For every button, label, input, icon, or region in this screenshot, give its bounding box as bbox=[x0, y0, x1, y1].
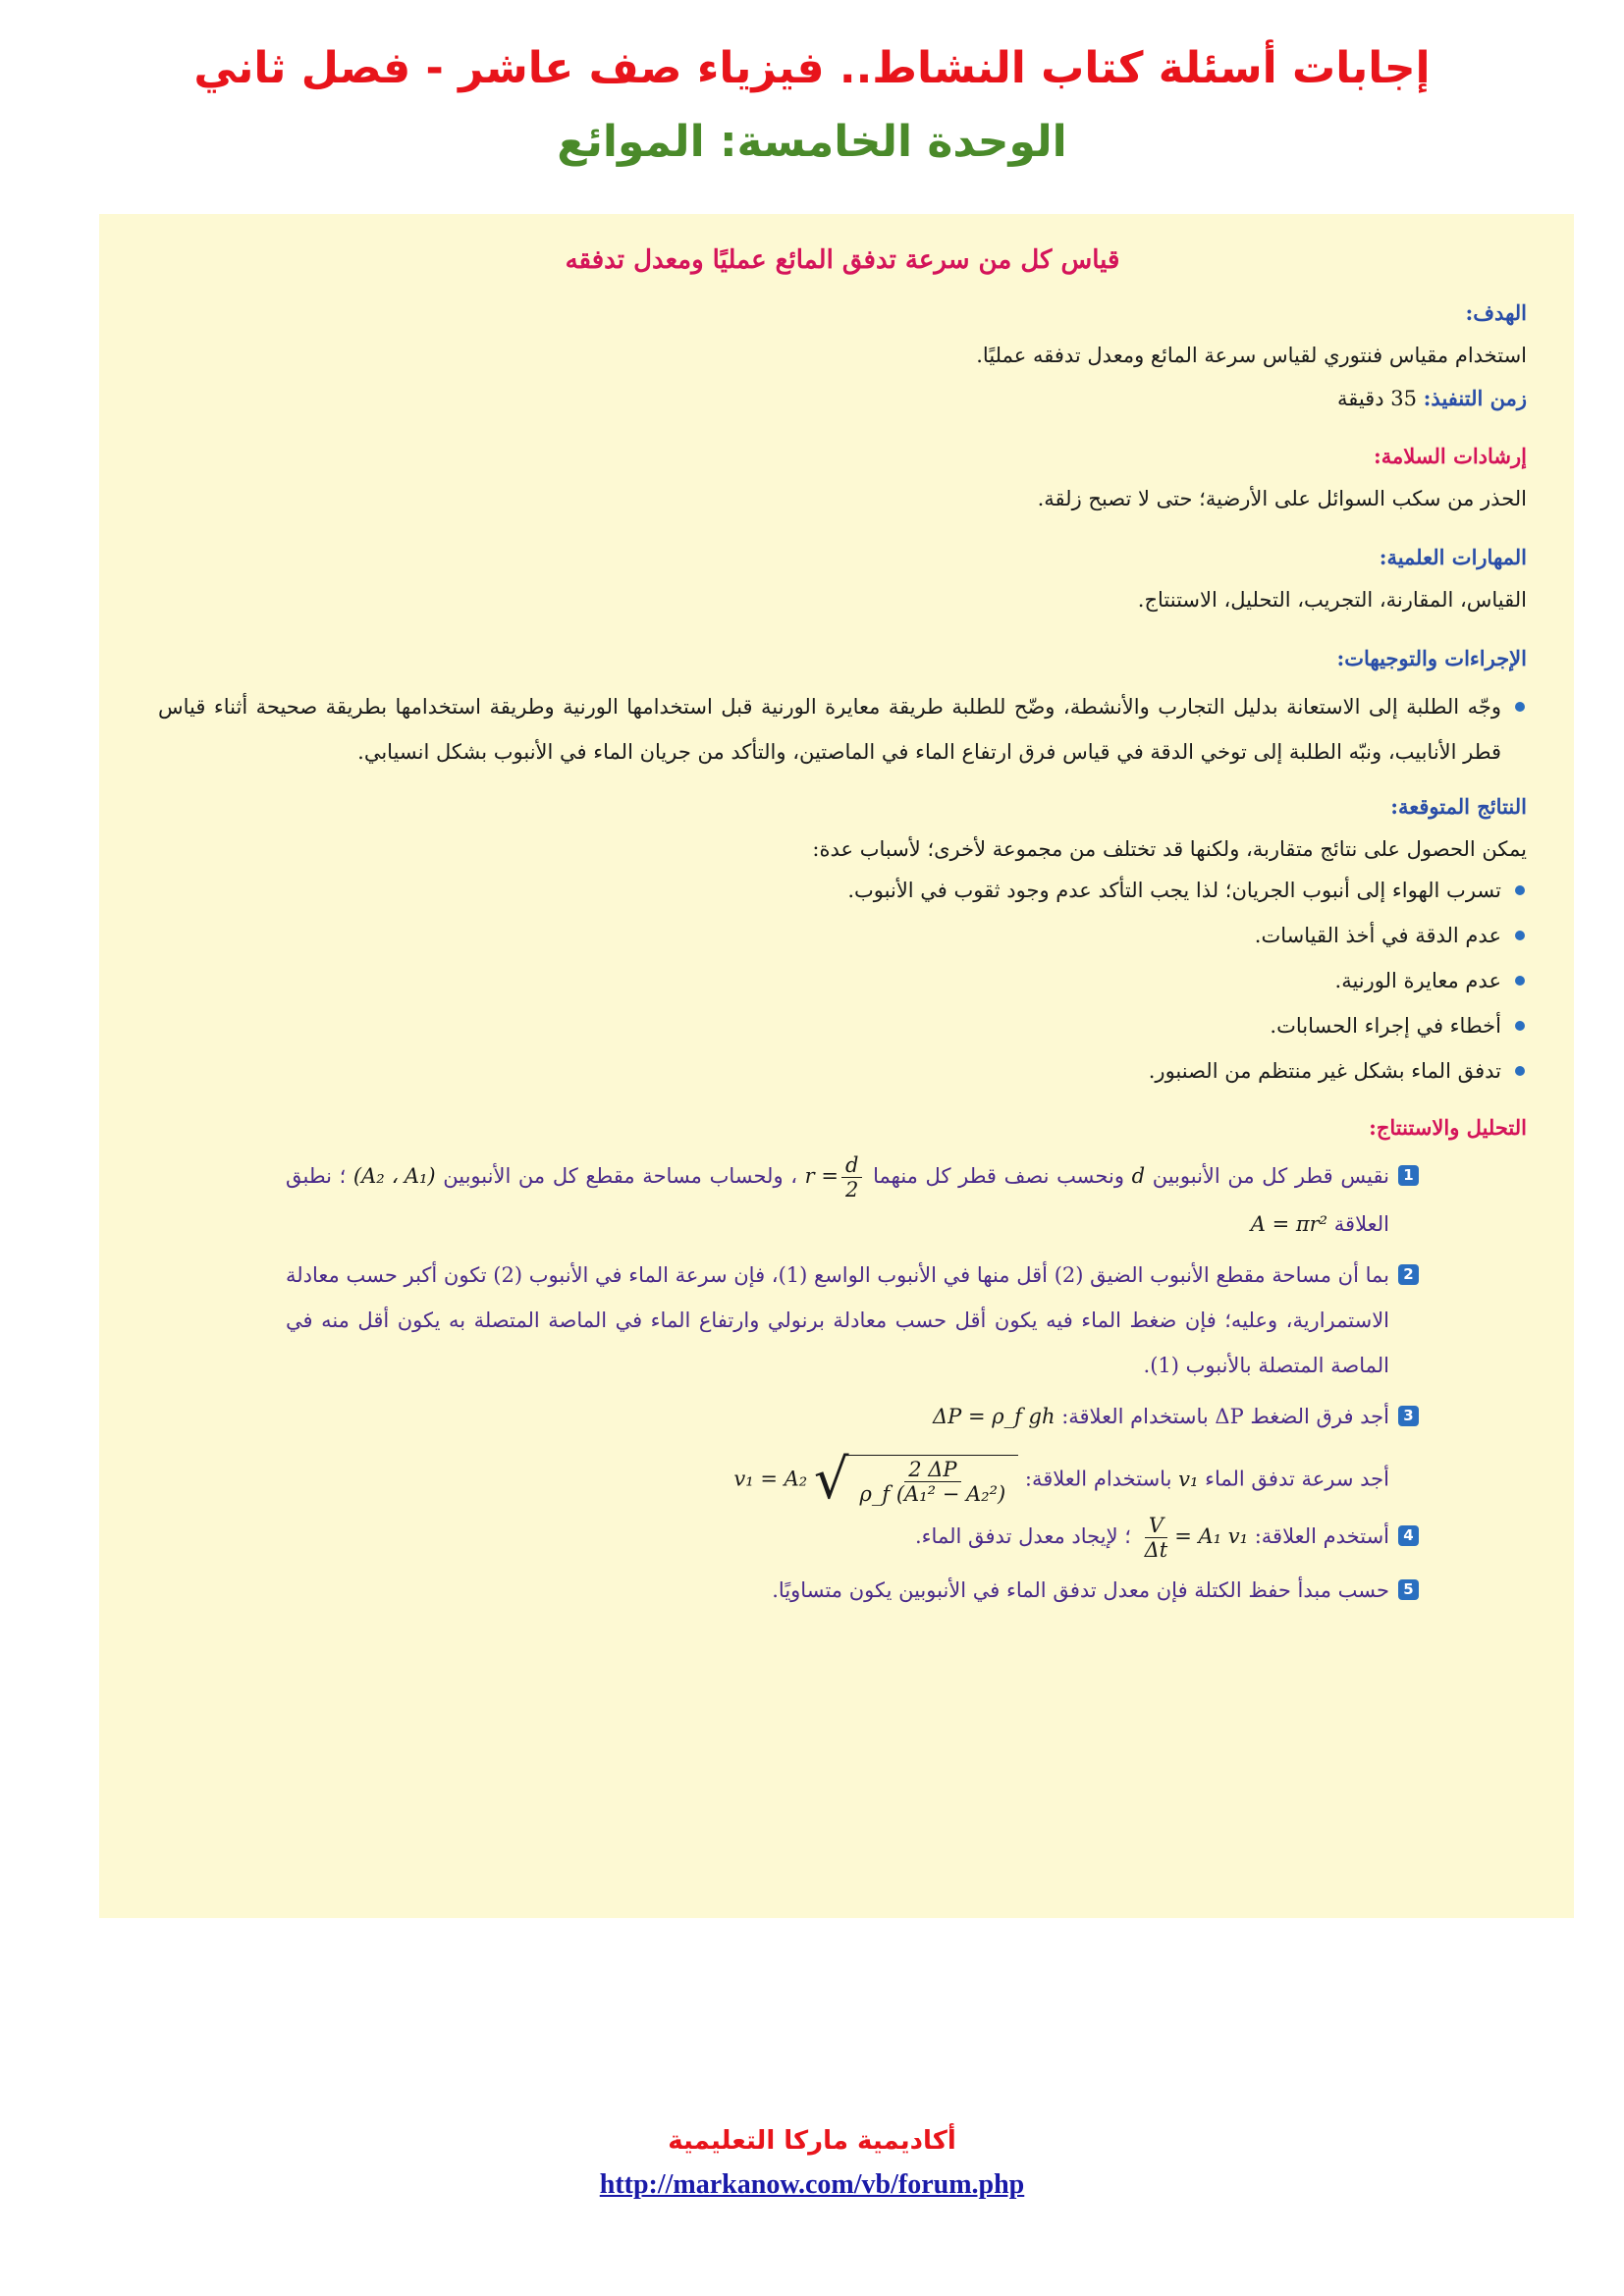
skills-heading: المهارات العلمية: bbox=[1379, 545, 1527, 569]
step-text: ، ولحساب مساحة مقطع كل من الأنبوبين bbox=[443, 1164, 798, 1188]
fraction bbox=[856, 1458, 1010, 1506]
velocity-line bbox=[286, 1448, 1389, 1512]
pressure-formula: ΔP = ρ_f gh bbox=[932, 1405, 1056, 1428]
numerator: d bbox=[841, 1153, 862, 1178]
step-number: 1 bbox=[1398, 1165, 1419, 1186]
goal-heading: الهدف: bbox=[1465, 300, 1527, 325]
step-text: نقيس قطر كل من الأنبوبين bbox=[1152, 1164, 1389, 1188]
procedures-list bbox=[158, 684, 1527, 774]
results-list bbox=[158, 868, 1527, 1094]
step-text: بما أن مساحة مقطع الأنبوب الضيق (2) أقل منها في الأنبوب الواسع (1)، فإن سرعة الماء في الأنبوب (2) تكون أكبر حسب معادلة الاستمرارية، وعليه؛ فإن ضغط الماء فيه يكون أقل حسب معادلة برنولي وارتفاع الماء في الماصة المتصلة به يكون أقل منه في الماصة المتصلة بالأنبوب (1). bbox=[286, 1263, 1389, 1377]
step-text: ؛ نطبق العلاقة bbox=[286, 1164, 1389, 1236]
analysis-step-3 bbox=[286, 1394, 1419, 1512]
analysis-heading: التحليل والاستنتاج: bbox=[1369, 1115, 1527, 1140]
results-item: تدفق الماء بشكل غير منتظم من الصنبور. bbox=[158, 1048, 1527, 1094]
denominator: ρ_f (A₁² − A₂²) bbox=[859, 1482, 1006, 1506]
academy-name: أكاديمية ماركا التعليمية bbox=[668, 2126, 956, 2156]
results-item: تسرب الهواء إلى أنبوب الجريان؛ لذا يجب التأكد عدم وجود ثقوب في الأنبوب. bbox=[158, 868, 1527, 913]
fraction bbox=[1141, 1514, 1172, 1562]
step-text: أجد سرعة تدفق الماء bbox=[1205, 1467, 1389, 1491]
time-value: 35 دقيقة bbox=[1336, 387, 1417, 410]
radicand bbox=[847, 1455, 1019, 1506]
velocity-formula bbox=[733, 1448, 1018, 1512]
page-title: إجابات أسئلة كتاب النشاط.. فيزياء صف عاشر - فصل ثاني bbox=[193, 43, 1431, 93]
step-number: 3 bbox=[1398, 1406, 1419, 1426]
math-symbol: v₁ bbox=[1178, 1467, 1199, 1491]
results-item: أخطاء في إجراء الحسابات. bbox=[158, 1003, 1527, 1048]
analysis-section bbox=[158, 1153, 1527, 1613]
skills-text: القياس، المقارنة، التجريب، التحليل، الاستنتاج. bbox=[1137, 588, 1527, 612]
footer-link-wrap bbox=[0, 2169, 1624, 2201]
analysis-step-1 bbox=[286, 1153, 1419, 1247]
analysis-step-2 bbox=[286, 1253, 1419, 1388]
results-heading: النتائج المتوقعة: bbox=[1390, 794, 1527, 819]
fraction bbox=[841, 1153, 862, 1201]
step-text: أستخدم العلاقة: bbox=[1254, 1524, 1389, 1548]
radical-sign: √ bbox=[813, 1448, 849, 1512]
activity-panel bbox=[99, 214, 1574, 1918]
unit-title: الوحدة الخامسة: الموائع bbox=[557, 117, 1067, 167]
denominator: 2 bbox=[845, 1178, 859, 1201]
radius-formula bbox=[805, 1153, 866, 1201]
square-root bbox=[813, 1448, 1018, 1512]
results-item: عدم الدقة في أخذ القياسات. bbox=[158, 913, 1527, 958]
safety-text: الحذر من سكب السوائل على الأرضية؛ حتى لا تصبح زلقة. bbox=[1037, 487, 1527, 510]
step-text: ونحسب نصف قطر كل منهما bbox=[873, 1164, 1124, 1188]
time-line bbox=[158, 386, 1527, 410]
numerator: V bbox=[1145, 1514, 1167, 1538]
time-label: زمن التنفيذ: bbox=[1423, 386, 1527, 410]
step-number: 4 bbox=[1398, 1525, 1419, 1546]
activity-title: قياس كل من سرعة تدفق المائع عمليًا ومعدل تدفقه bbox=[565, 245, 1120, 275]
math-expr: = A₁ v₁ bbox=[1174, 1524, 1249, 1548]
area-formula: A = πr² bbox=[1250, 1212, 1328, 1236]
results-item: عدم معايرة الورنية. bbox=[158, 958, 1527, 1003]
step-text: أجد فرق الضغط ΔP باستخدام العلاقة: bbox=[1061, 1405, 1389, 1428]
goal-text: استخدام مقياس فنتوري لقياس سرعة المائع ومعدل تدفقه عمليًا. bbox=[976, 344, 1527, 367]
flow-rate-formula bbox=[1138, 1514, 1248, 1562]
step-text: باستخدام العلاقة: bbox=[1024, 1467, 1172, 1491]
analysis-step-5 bbox=[286, 1568, 1419, 1613]
safety-heading: إرشادات السلامة: bbox=[1374, 444, 1527, 468]
results-intro: يمكن الحصول على نتائج متقاربة، ولكنها قد تختلف من مجموعة لأخرى؛ لأسباب عدة: bbox=[812, 837, 1527, 861]
procedures-heading: الإجراءات والتوجيهات: bbox=[1336, 646, 1527, 670]
step-text: حسب مبدأ حفظ الكتلة فإن معدل تدفق الماء في الأنبوبين يكون متساويًا. bbox=[772, 1578, 1389, 1602]
numerator: 2 ΔP bbox=[904, 1458, 960, 1482]
denominator: Δt bbox=[1144, 1538, 1168, 1562]
step-text: ؛ لإيجاد معدل تدفق الماء. bbox=[915, 1524, 1131, 1548]
math-expr: (A₂ ، A₁) bbox=[352, 1164, 436, 1188]
analysis-step-4 bbox=[286, 1514, 1419, 1562]
step-number: 2 bbox=[1398, 1264, 1419, 1285]
math-expr: r = bbox=[804, 1164, 839, 1188]
forum-link[interactable]: http://markanow.com/vb/forum.php bbox=[599, 2169, 1025, 2200]
math-symbol: d bbox=[1131, 1164, 1146, 1188]
procedures-item: وجّه الطلبة إلى الاستعانة بدليل التجارب والأنشطة، وضّح للطلبة طريقة معايرة الورنية قبل استخدامها الورنية وطريقة استخدامها بطريقة صحيحة أثناء قياس قطر الأنابيب، ونبّه الطلبة إلى توخي الدقة في قياس فرق ارتفاع الماء في الماصتين، والتأكد من جريان الماء في الأنبوب بشكل انسيابي. bbox=[158, 684, 1527, 774]
math-expr: v₁ = A₂ bbox=[733, 1467, 808, 1491]
step-number: 5 bbox=[1398, 1579, 1419, 1600]
